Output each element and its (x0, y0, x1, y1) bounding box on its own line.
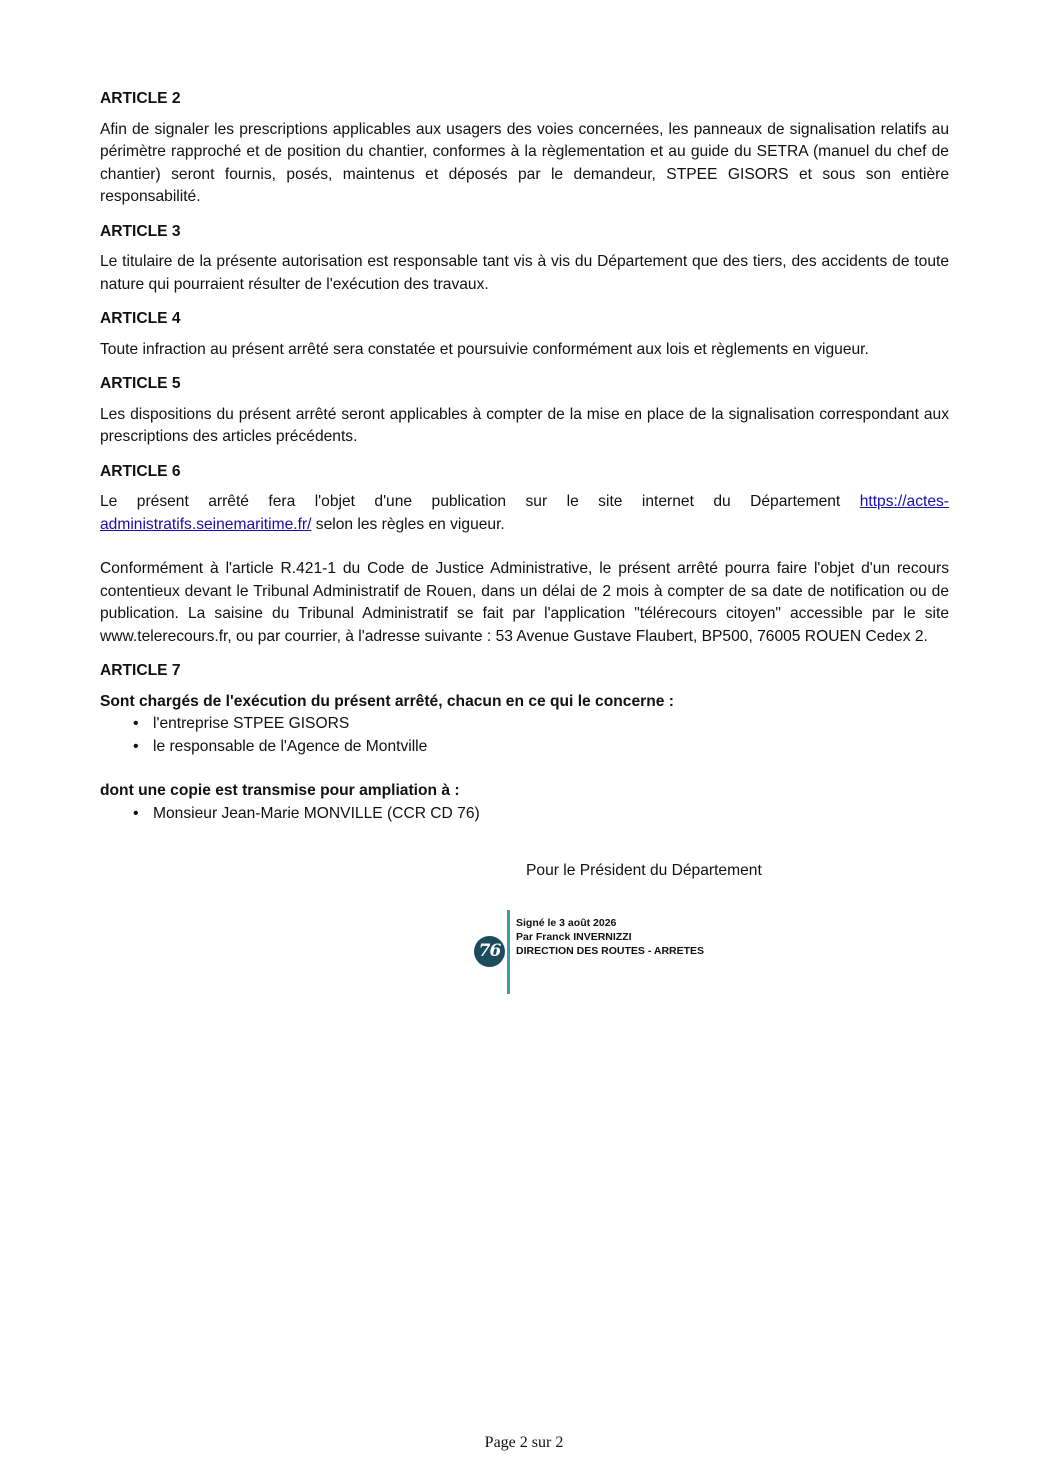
copie-list (100, 803, 949, 826)
signature-for-label: Pour le Président du Département (526, 862, 762, 879)
article-5-title: ARTICLE 5 (100, 375, 181, 392)
charges-title: Sont chargés de l'exécution du présent arrêté, chacun en ce qui le concerne : (100, 692, 674, 710)
document-body (100, 88, 949, 825)
signature-date: Signé le 3 août 2026 (516, 917, 617, 929)
article-6-title: ARTICLE 6 (100, 462, 181, 480)
electronic-signature (474, 910, 774, 996)
article-6-text-before-link: Le présent arrêté fera l'objet d'une publication sur le site internet du Département (100, 493, 860, 510)
signature-service: DIRECTION DES ROUTES - ARRETES (516, 945, 705, 957)
list-item: • Monsieur Jean-Marie MONVILLE (CCR CD 76) (153, 803, 949, 826)
charges-list (100, 713, 949, 758)
list-item: • l'entreprise STPEE GISORS (153, 713, 949, 736)
department-76-logo-icon: 76 (474, 936, 505, 967)
page-number: Page 2 sur 2 (484, 1434, 564, 1451)
article-3-title: ARTICLE 3 (100, 222, 181, 240)
article-4-title: ARTICLE 4 (100, 310, 181, 327)
article-4-text: Toute infraction au présent arrêté sera constatée et poursuivie conformément aux lois et règlements en vigueur. (100, 340, 869, 358)
copie-title: dont une copie est transmise pour ampliation à : (100, 782, 460, 799)
article-2-text: Afin de signaler les prescriptions applicables aux usagers des voies concernées, les panneaux de signalisation relatifs au périmètre rapproché et de position du chantier, conformes à la règlementation et au guide du SETRA (manuel du chef de chantier) seront fournis, posés, maintenus et déposés par le demandeur, STPEE GISORS et sous son entière responsabilité. (100, 120, 949, 205)
article-6-publication (100, 491, 949, 536)
article-7-title: ARTICLE 7 (100, 662, 181, 679)
signature-text (516, 916, 704, 958)
article-3-text: Le titulaire de la présente autorisation est responsable tant vis à vis du Département que des tiers, des accidents de toute nature qui pourraient résulter de l'exécution des travaux. (100, 253, 949, 293)
article-6-text-after-link: selon les règles en vigueur. (311, 515, 505, 533)
signature-divider (507, 910, 510, 994)
signature-signer: Par Franck INVERNIZZI (516, 931, 632, 943)
article-2-title: ARTICLE 2 (100, 90, 181, 107)
article-5-text: Les dispositions du présent arrêté seront applicables à compter de la mise en place de la signalisation correspondant aux prescriptions des articles précédents. (100, 405, 949, 445)
actes-administratifs-link[interactable]: https://actes-administratifs.seinemaritime.fr/ (100, 493, 949, 533)
article-6-recours: Conformément à l'article R.421-1 du Code de Justice Administrative, le présent arrêté pourra faire l'objet d'un recours contentieux devant le Tribunal Administratif de Rouen, dans un délai de 2 mois à compter de sa date de notification ou de publication. La saisine du Tribunal Administratif se fait par l'application "télérecours citoyen" accessible par le site www.telerecours.fr, ou par courrier, à l'adresse suivante : 53 Avenue Gustave Flaubert, BP500, 76005 ROUEN Cedex 2. (100, 560, 949, 645)
list-item: • le responsable de l'Agence de Montville (153, 736, 949, 759)
